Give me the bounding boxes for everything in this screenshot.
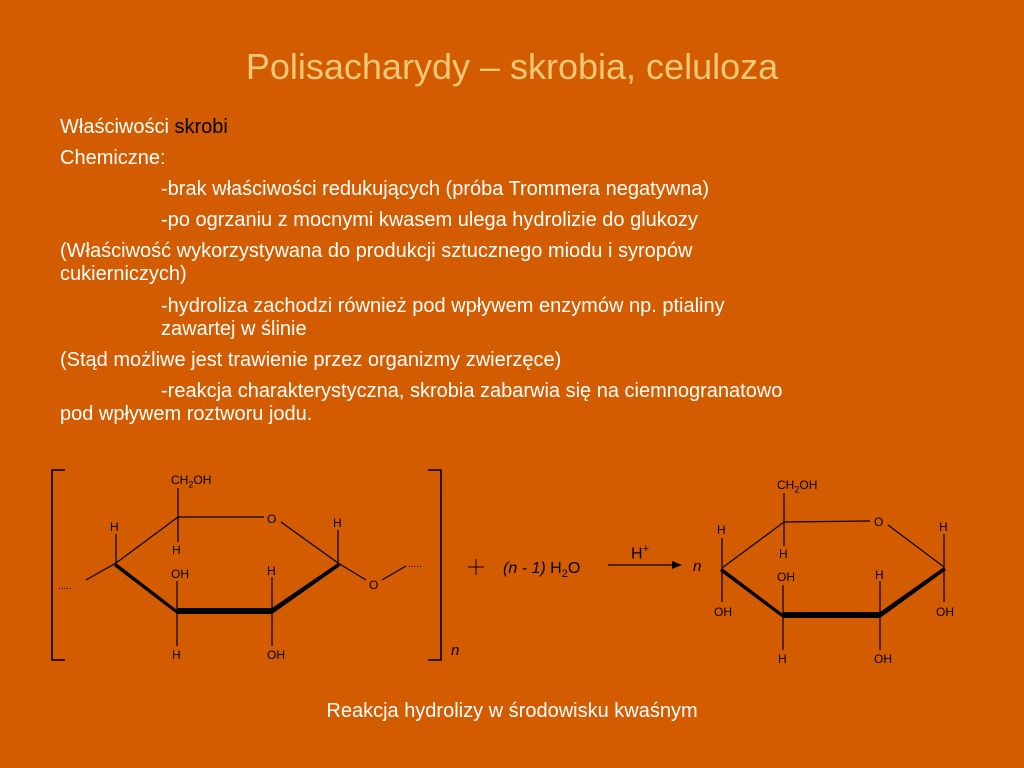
left-bridge-oxygen: O (369, 578, 379, 592)
right-ring-bond (784, 521, 870, 522)
left-h-lower-c3: H (172, 648, 181, 662)
left-ring-front-edge (272, 563, 340, 614)
left-oh-c3: OH (171, 567, 189, 581)
diagram-caption: Reakcja hydrolizy w środowisku kwaśnym (326, 700, 698, 722)
right-chain-dots: ..... (408, 559, 422, 570)
right-h-c5: H (779, 547, 788, 561)
point-2: -po ogrzaniu z mocnymi kwasem ulega hydrolizie do glukozy (161, 209, 698, 231)
point-4-line-1: -reakcja charakterystyczna, skrobia zabarwia się na ciemnogranatowo (161, 380, 783, 402)
right-h-c1: H (939, 520, 948, 534)
properties-prefix: Właściwości (60, 116, 175, 138)
left-h-c5: H (172, 543, 181, 557)
right-ring-oxygen: O (874, 515, 884, 529)
right-bracket (428, 470, 441, 660)
left-oh-lower-c2: OH (267, 648, 285, 662)
polymer-n-subscript: n (451, 642, 460, 659)
slide-title: Polisacharydy – skrobia, celuloza (245, 46, 779, 87)
left-bracket (52, 470, 65, 660)
right-ring-bond (722, 522, 784, 568)
note-1-line-2: cukierniczych) (60, 263, 187, 285)
left-h-c4: H (110, 520, 119, 534)
chemical-heading: Chemiczne: (60, 147, 166, 169)
right-ch2oh-label: $CH_2OH$ (777, 478, 818, 495)
right-oh-c1: OH (936, 605, 954, 619)
right-oh-c3: OH (777, 570, 795, 584)
product-coefficient: n (693, 558, 702, 575)
left-ring-bond (116, 517, 178, 563)
left-glycosidic-bond (86, 563, 116, 580)
reaction-arrow-head (672, 561, 682, 569)
left-h-c1: H (333, 516, 342, 530)
note-1-line-1: (Właściwość wykorzystywana do produkcji sztucznego miodu i syropów (60, 240, 693, 262)
point-4-line-2: pod wpływem roztworu jodu. (60, 403, 313, 425)
left-ring-oxygen: O (267, 512, 277, 526)
right-ring-bond (888, 525, 944, 567)
left-ring-front-edge (177, 608, 272, 614)
left-glycosidic-bond (382, 566, 406, 580)
left-ch2oh-label: $CH_2OH$ (171, 473, 212, 490)
water-reactant: (n - 1) $H_2O$ (503, 560, 581, 581)
right-h-c4: H (717, 523, 726, 537)
left-chain-dots: ..... (58, 581, 72, 592)
right-h-c2: H (875, 568, 884, 582)
point-1: -brak właściwości redukujących (próba Trommera negatywna) (161, 178, 709, 200)
right-oh-lower-c2: OH (874, 652, 892, 666)
left-h-c2: H (267, 564, 276, 578)
left-glycosidic-bond (338, 563, 366, 580)
point-3-line-1: -hydroliza zachodzi również pod wpływem enzymów np. ptialiny (161, 295, 725, 317)
point-3-line-2: zawartej w ślinie (161, 318, 307, 340)
catalyst-label: H+ (631, 543, 649, 563)
note-2: (Stąd możliwe jest trawienie przez organizmy zwierzęce) (60, 349, 562, 371)
left-ring-front-edge (114, 563, 177, 614)
right-oh-c4: OH (714, 605, 732, 619)
right-h-lower-c3: H (778, 652, 787, 666)
properties-highlight: skrobi (174, 116, 228, 138)
left-ring-bond (281, 522, 338, 563)
right-ring-front-edge (783, 612, 880, 618)
